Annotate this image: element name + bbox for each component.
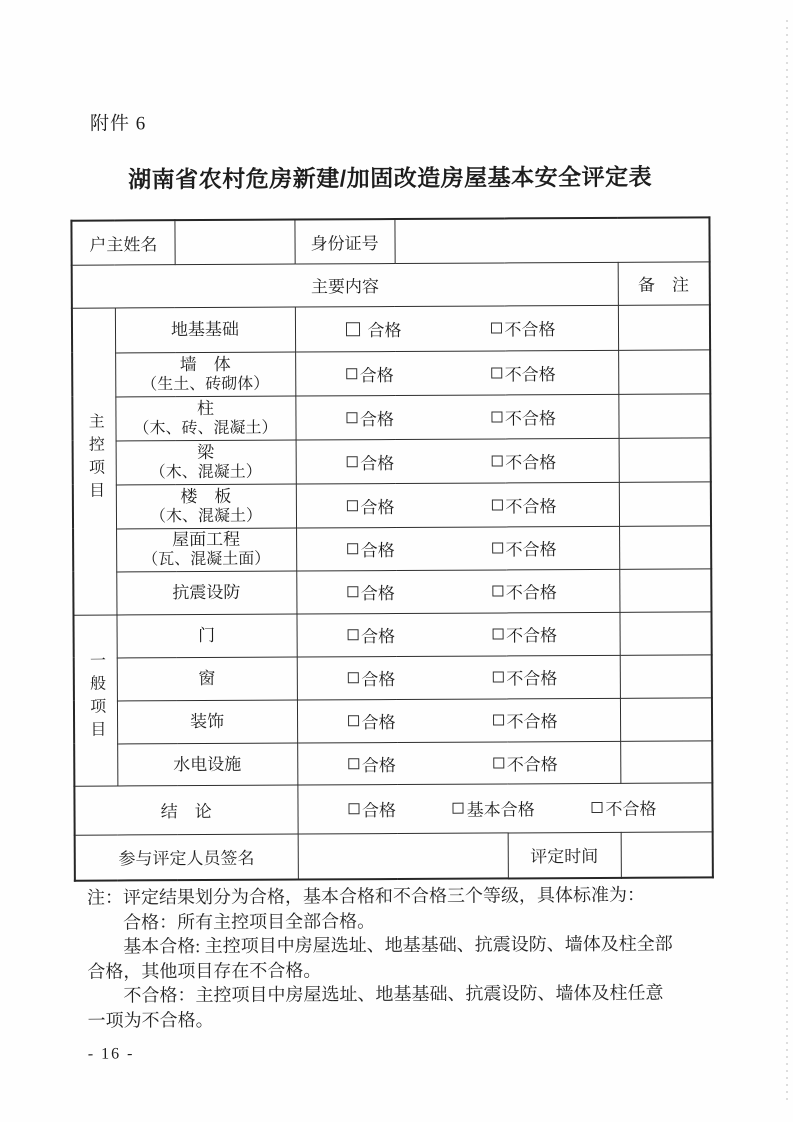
note-line: 注：评定结果划分为合格，基本合格和不合格三个等级，具体标准为： — [86, 884, 646, 908]
checkbox-pass[interactable]: 合格 — [345, 316, 401, 341]
remark-cell[interactable] — [619, 481, 711, 525]
remark-cell[interactable] — [618, 304, 710, 349]
checkbox-fail[interactable]: 不合格 — [490, 315, 555, 340]
main-item-row — [73, 481, 711, 528]
remark-cell[interactable] — [620, 654, 712, 697]
id-number-input[interactable] — [394, 217, 709, 263]
checkbox-fail[interactable]: 不合格 — [492, 707, 557, 732]
assessment-time-input[interactable] — [621, 831, 713, 877]
checkbox-icon[interactable] — [492, 542, 503, 553]
options-cell — [296, 438, 619, 484]
main-item-row — [73, 525, 711, 571]
signature-input[interactable] — [298, 832, 508, 879]
remark-cell[interactable] — [620, 697, 712, 740]
checkbox-icon[interactable] — [491, 455, 502, 466]
item-label-seismic: 抗震设防 — [116, 571, 296, 615]
checkbox-icon[interactable] — [348, 758, 359, 769]
main-content-header: 主要内容 — [72, 262, 618, 308]
main-item-row — [72, 349, 710, 396]
checkbox-pass[interactable]: 合格 — [348, 796, 396, 821]
checkbox-icon[interactable] — [490, 322, 501, 333]
checkbox-icon[interactable] — [345, 322, 359, 336]
remark-cell[interactable] — [619, 437, 711, 481]
checkbox-pass[interactable]: 合格 — [346, 449, 394, 474]
options-cell — [296, 482, 619, 528]
checkbox-pass[interactable]: 合格 — [346, 405, 394, 430]
checkbox-pass[interactable]: 合格 — [347, 622, 395, 647]
conclusion-row — [74, 782, 712, 834]
general-item-row — [74, 697, 712, 743]
item-label-window: 窗 — [117, 657, 297, 701]
options-cell — [296, 569, 619, 614]
options-cell — [297, 698, 620, 743]
section-header-row — [72, 261, 710, 307]
conclusion-label: 结 论 — [74, 785, 297, 835]
checkbox-icon[interactable] — [493, 714, 504, 725]
checkbox-fail[interactable]: 不合格 — [591, 795, 656, 820]
options-cell — [296, 526, 619, 571]
group-label-main: 主控项目 — [72, 307, 117, 614]
item-label-door: 门 — [116, 614, 296, 658]
checkbox-fail[interactable]: 不合格 — [492, 578, 557, 603]
id-number-label: 身份证号 — [294, 219, 394, 264]
scan-artifact-line — [786, 20, 788, 1100]
item-label-beam: 梁 （木、混凝土） — [116, 440, 296, 485]
owner-name-input[interactable] — [174, 220, 294, 265]
checkbox-icon[interactable] — [492, 671, 503, 682]
checkbox-icon[interactable] — [491, 499, 502, 510]
item-label-utilities: 水电设施 — [117, 743, 297, 786]
checkbox-icon[interactable] — [347, 629, 358, 640]
general-item-row — [73, 611, 711, 657]
group-label-general: 一般项目 — [73, 614, 117, 785]
checkbox-pass[interactable]: 合格 — [346, 493, 394, 518]
checkbox-fail[interactable]: 不合格 — [492, 664, 557, 689]
note-line: 一项为不合格。 — [87, 1009, 214, 1031]
item-label-wall: 墙 体 （生土、砖砌体） — [115, 352, 295, 397]
checkbox-basically-pass[interactable]: 基本合格 — [453, 795, 535, 820]
checkbox-icon[interactable] — [347, 672, 358, 683]
note-line: 基本合格: 主控项目中房屋选址、地基基础、抗震设防、墙体及柱全部 — [87, 933, 673, 957]
signature-row — [75, 831, 713, 880]
checkbox-pass[interactable]: 合格 — [347, 708, 395, 733]
checkbox-pass[interactable]: 合格 — [347, 665, 395, 690]
checkbox-fail[interactable]: 不合格 — [491, 492, 556, 517]
general-item-row — [74, 740, 712, 785]
note-line: 不合格：主控项目中房屋选址、地基基础、抗震设防、墙体及柱任意 — [87, 982, 664, 1006]
checkbox-icon[interactable] — [491, 411, 502, 422]
checkbox-fail[interactable]: 不合格 — [491, 448, 556, 473]
owner-name-label: 户主姓名 — [71, 220, 174, 265]
checkbox-icon[interactable] — [346, 368, 357, 379]
checkbox-icon[interactable] — [491, 367, 502, 378]
checkbox-icon[interactable] — [346, 456, 357, 467]
checkbox-icon[interactable] — [346, 412, 357, 423]
item-label-roof: 屋面工程 （瓦、混凝土面） — [116, 528, 296, 572]
checkbox-pass[interactable]: 合格 — [346, 361, 394, 386]
conclusion-options-cell — [297, 782, 712, 833]
main-item-row — [73, 437, 711, 484]
signature-label: 参与评定人员签名 — [75, 834, 298, 881]
notes-block — [87, 882, 743, 1032]
assessment-time-label: 评定时间 — [508, 832, 621, 879]
assessment-form-table — [70, 216, 713, 881]
checkbox-fail[interactable]: 不合格 — [491, 360, 556, 385]
item-label-floor-slab: 楼 板 （木、混凝土） — [116, 484, 296, 529]
checkbox-pass[interactable]: 合格 — [348, 751, 396, 776]
remark-cell[interactable] — [619, 568, 711, 611]
checkbox-pass[interactable]: 合格 — [347, 536, 395, 561]
general-item-row — [74, 654, 712, 700]
checkbox-icon[interactable] — [492, 585, 503, 596]
checkbox-icon[interactable] — [348, 803, 359, 814]
checkbox-icon[interactable] — [492, 628, 503, 639]
checkbox-fail[interactable]: 不合格 — [491, 404, 556, 429]
header-row — [71, 217, 709, 264]
options-cell — [296, 612, 619, 657]
remark-cell[interactable] — [620, 740, 712, 782]
checkbox-icon[interactable] — [347, 586, 358, 597]
main-item-row — [72, 393, 710, 440]
options-cell — [295, 305, 618, 352]
note-line: 合格：所有主控项目全部合格。 — [87, 910, 376, 933]
remark-cell[interactable] — [619, 525, 711, 568]
main-item-row — [73, 568, 711, 614]
checkbox-icon[interactable] — [346, 500, 357, 511]
checkbox-fail[interactable]: 不合格 — [493, 750, 558, 775]
options-cell — [295, 350, 618, 396]
checkbox-icon[interactable] — [453, 803, 464, 814]
remark-cell[interactable] — [619, 611, 711, 654]
checkbox-icon[interactable] — [591, 802, 602, 813]
options-cell — [297, 655, 620, 700]
checkbox-pass[interactable]: 合格 — [347, 579, 395, 604]
note-line: 合格，其他项目存在不合格。 — [87, 959, 322, 982]
checkbox-icon[interactable] — [493, 757, 504, 768]
options-cell — [297, 741, 620, 785]
remark-cell[interactable] — [618, 349, 710, 393]
checkbox-fail[interactable]: 不合格 — [492, 621, 557, 646]
page-number: - 16 - — [87, 1045, 135, 1063]
checkbox-icon[interactable] — [348, 715, 359, 726]
checkbox-fail[interactable]: 不合格 — [492, 535, 557, 560]
page-title: 湖南省农村危房新建/加固改造房屋基本安全评定表 — [128, 163, 653, 193]
remark-header: 备 注 — [618, 261, 710, 304]
item-label-decoration: 装饰 — [117, 700, 297, 744]
main-item-row — [72, 304, 710, 352]
item-label-foundation: 地基基础 — [115, 307, 295, 353]
options-cell — [295, 394, 618, 440]
remark-cell[interactable] — [618, 393, 710, 437]
item-label-column: 柱 （木、砖、混凝土） — [115, 396, 295, 441]
checkbox-icon[interactable] — [347, 543, 358, 554]
attachment-label: 附件 6 — [89, 113, 147, 135]
